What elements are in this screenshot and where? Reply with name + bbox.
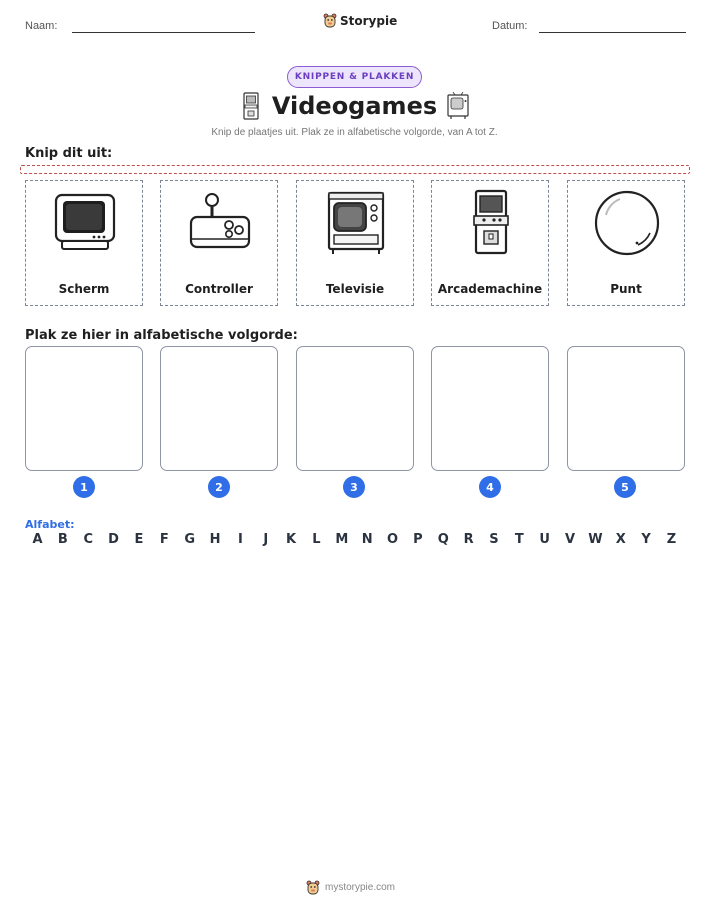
alphabet-letter: U	[539, 532, 550, 547]
number-badge-2: 2	[208, 476, 230, 498]
name-label: Naam:	[25, 20, 58, 32]
brand-name: Storypie	[340, 13, 398, 28]
cut-card-scherm[interactable]	[25, 180, 143, 306]
television-icon	[446, 92, 470, 120]
alphabet-letter: H	[209, 532, 221, 547]
paste-section-label: Plak ze hier in alfabetische volgorde:	[25, 328, 298, 343]
paste-box-4[interactable]	[431, 346, 549, 471]
cut-line	[20, 165, 690, 174]
number-badge-1: 1	[73, 476, 95, 498]
number-badge-5: 5	[614, 476, 636, 498]
footer-url[interactable]: mystorypie.com	[325, 882, 396, 893]
card-label: Controller	[185, 282, 253, 296]
alphabet-letter: R	[463, 532, 474, 547]
page-title: Videogames	[271, 92, 438, 120]
alphabet-letter: S	[489, 532, 499, 547]
monitor-icon	[50, 187, 120, 257]
paste-box-1[interactable]	[25, 346, 143, 471]
name-line	[72, 32, 255, 33]
cut-section-label: Knip dit uit:	[25, 146, 113, 161]
card-label: Punt	[610, 282, 642, 296]
alphabet-letter: J	[263, 532, 269, 547]
alphabet-letter: Q	[437, 532, 449, 547]
number-badge-4: 4	[479, 476, 501, 498]
card-label: Televisie	[325, 282, 385, 296]
alphabet-letter: Y	[641, 532, 651, 547]
brand-logo	[323, 13, 397, 28]
alphabet-letter: N	[361, 532, 373, 547]
storypie-mascot-icon	[323, 13, 337, 28]
alphabet-label: Alfabet:	[25, 518, 75, 531]
alphabet-row	[25, 532, 684, 547]
card-label: Scherm	[58, 282, 110, 296]
alphabet-letter: C	[83, 532, 93, 547]
alphabet-letter: B	[57, 532, 68, 547]
alphabet-letter: L	[312, 532, 321, 547]
date-line	[539, 32, 686, 33]
cut-card-controller[interactable]	[160, 180, 278, 306]
alphabet-letter: W	[588, 532, 603, 547]
alphabet-letter: K	[286, 532, 297, 547]
alphabet-letter: D	[108, 532, 119, 547]
alphabet-letter: F	[159, 532, 169, 547]
alphabet-letter: T	[514, 532, 524, 547]
alphabet-letter: X	[615, 532, 626, 547]
alphabet-letter: O	[387, 532, 399, 547]
alphabet-letter: A	[32, 532, 43, 547]
storypie-mascot-icon	[306, 880, 320, 895]
card-label: Arcademachine	[437, 282, 543, 296]
television-icon	[321, 187, 391, 257]
cut-card-televisie[interactable]	[296, 180, 414, 306]
number-badge-3: 3	[343, 476, 365, 498]
alphabet-letter: E	[134, 532, 144, 547]
date-label: Datum:	[492, 20, 528, 32]
paste-box-3[interactable]	[296, 346, 414, 471]
alphabet-letter: V	[565, 532, 576, 547]
footer	[306, 880, 395, 895]
alphabet-letter: G	[184, 532, 195, 547]
paste-box-5[interactable]	[567, 346, 685, 471]
alphabet-letter: I	[237, 532, 243, 547]
sphere-icon	[592, 187, 662, 257]
alphabet-letter: P	[413, 532, 423, 547]
joystick-icon	[185, 187, 255, 257]
alphabet-letter: M	[335, 532, 349, 547]
cut-card-arcademachine[interactable]	[431, 180, 549, 306]
arcade-machine-icon	[456, 187, 526, 257]
cut-card-punt[interactable]	[567, 180, 685, 306]
instructions: Knip de plaatjes uit. Plak ze in alfabetische volgorde, van A tot Z.	[211, 127, 498, 138]
activity-badge: KNIPPEN & PLAKKEN	[287, 66, 422, 88]
alphabet-letter: Z	[666, 532, 677, 547]
paste-box-2[interactable]	[160, 346, 278, 471]
